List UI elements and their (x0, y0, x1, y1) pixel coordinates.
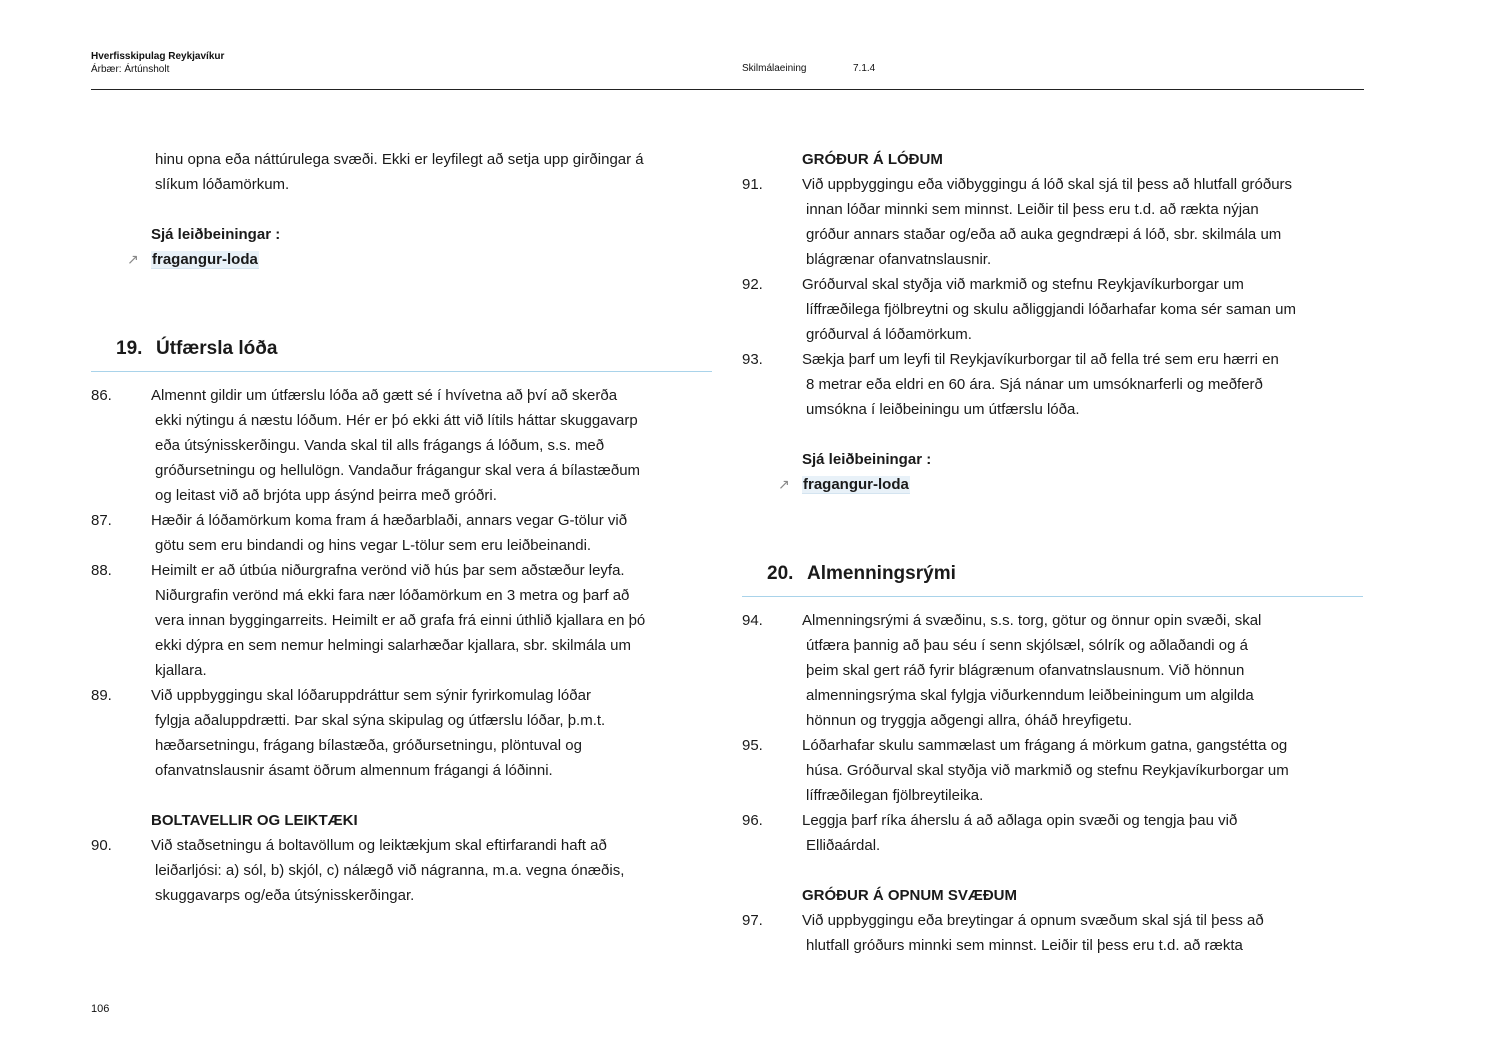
text-line: fylgja aðaluppdrætti. Þar skal sýna skipulag og útfærslu lóðar, þ.m.t. (155, 712, 606, 729)
paragraph-body (802, 347, 1363, 422)
text-line: almenningsrýma skal fylgja viðurkenndum leiðbeiningum um algilda (806, 687, 1254, 704)
guidance-link-row (87, 247, 712, 272)
section-title: Almenningsrými (807, 563, 956, 584)
text-line: útfæra þannig að þau séu í senn skjólsæl, sólrík og aðlaðandi og á (806, 637, 1248, 654)
text-line: Við uppbyggingu eða breytingar á opnum svæðum skal sjá til þess að (802, 912, 1264, 929)
paragraph-number: 90. (91, 837, 112, 854)
external-link-arrow-icon: ↗ (127, 251, 139, 267)
numbered-paragraph (738, 347, 1363, 422)
numbered-paragraph (738, 808, 1363, 858)
numbered-paragraph (738, 172, 1363, 272)
numbered-paragraphs (87, 383, 712, 783)
numbered-paragraph (738, 608, 1363, 733)
paragraph-number: 88. (91, 562, 112, 579)
paragraph-number: 87. (91, 512, 112, 529)
text-line: húsa. Gróðurval skal styðja við markmið og stefnu Reykjavíkurborgar um (806, 762, 1289, 779)
paragraph-body (802, 733, 1363, 808)
document-header (91, 50, 224, 76)
left-column (87, 147, 712, 908)
text-line: leiðarljósi: a) sól, b) skjól, c) nálægð við nágranna, m.a. vegna ónæðis, (155, 862, 625, 879)
text-line: kjallara. (155, 662, 207, 679)
text-line: líffræðilegan fjölbreytileika. (806, 787, 984, 804)
paragraph-body (151, 558, 712, 683)
text-line: ekki dýpra en sem nemur helmingi salarhæðar kjallara, sbr. skilmála um (155, 637, 632, 654)
subheading: GRÓÐUR Á OPNUM SVÆÐUM (802, 887, 1018, 904)
section-number: 20. (767, 563, 794, 584)
text-line: götu sem eru bindandi og hins vegar L-tölur sem eru leiðbeinandi. (155, 537, 592, 554)
text-line: blágrænar ofanvatnslausnir. (806, 251, 992, 268)
paragraph-number: 86. (91, 387, 112, 404)
paragraph-number: 94. (742, 612, 763, 629)
guidance-label: Sjá leiðbeiningar : (151, 226, 281, 243)
section-heading (738, 547, 1363, 597)
paragraph-body (802, 172, 1363, 272)
text-line: Leggja þarf ríka áherslu á að aðlaga opin svæði og tengja þau við (802, 812, 1238, 829)
numbered-paragraphs (738, 608, 1363, 858)
document-subtitle: Árbær: Ártúnsholt (91, 64, 170, 75)
text-line: slíkum lóðamörkum. (155, 176, 290, 193)
guidance-link-row (738, 472, 1363, 497)
paragraph-number: 97. (742, 912, 763, 929)
text-line: Almenningsrými á svæðinu, s.s. torg, götur og önnur opin svæði, skal (802, 612, 1262, 629)
paragraph-body (802, 908, 1363, 958)
external-link-arrow-icon: ↗ (778, 476, 790, 492)
text-line: hönnun og tryggja aðgengi allra, óháð hreyfigetu. (806, 712, 1133, 729)
guidance-label: Sjá leiðbeiningar : (802, 451, 932, 468)
text-line: vera innan byggingarreits. Heimilt er að grafa frá einni úthlið kjallara en þó (155, 612, 646, 629)
section-number: 19. (116, 338, 143, 359)
text-line: og leitast við að brjóta upp ásýnd þeirra með gróðri. (155, 487, 497, 504)
paragraph-number: 93. (742, 351, 763, 368)
numbered-paragraph (87, 508, 712, 558)
right-column (738, 147, 1363, 958)
text-line: gróðursetningu og hellulögn. Vandaður frágangur skal vera á bílastæðum (155, 462, 641, 479)
paragraph-number: 92. (742, 276, 763, 293)
text-line: ofanvatnslausnir ásamt öðrum almennum frágangi á lóðinni. (155, 762, 553, 779)
subheading: BOLTAVELLIR OG LEIKTÆKI (151, 812, 358, 829)
numbered-paragraphs (87, 833, 712, 908)
guidance-link[interactable]: fragangur-loda (152, 251, 258, 268)
text-line: eða útsýnisskerðingu. Vanda skal til alls frágangs á lóðum, s.s. með (155, 437, 605, 454)
section-heading (87, 322, 712, 372)
text-line: Við uppbyggingu eða viðbyggingu á lóð skal sjá til þess að hlutfall gróðurs (802, 176, 1293, 193)
text-line: ekki nýtingu á næstu lóðum. Hér er þó ekki átt við lítils háttar skuggavarp (155, 412, 638, 429)
text-line: skuggavarps og/eða útsýnisskerðingar. (155, 887, 415, 904)
page-number: 106 (91, 1003, 110, 1015)
paragraph-number: 91. (742, 176, 763, 193)
paragraph-number: 89. (91, 687, 112, 704)
subheading: GRÓÐUR Á LÓÐUM (802, 151, 943, 168)
paragraph-body (151, 383, 712, 508)
text-line: hinu opna eða náttúrulega svæði. Ekki er leyfilegt að setja upp girðingar á (155, 151, 644, 168)
header-divider (91, 89, 1364, 90)
text-line: þeim skal gert ráð fyrir blágrænum ofanvatnslausnum. Við hönnun (806, 662, 1245, 679)
text-line: gróðurval á lóðamörkum. (806, 326, 972, 343)
paragraph-body (151, 833, 712, 908)
text-line: Gróðurval skal styðja við markmið og stefnu Reykjavíkurborgar um (802, 276, 1244, 293)
paragraph-body (151, 508, 712, 558)
continued-paragraph (87, 147, 712, 197)
text-line: Við staðsetningu á boltavöllum og leiktækjum skal eftirfarandi haft að (151, 837, 607, 854)
numbered-paragraph (87, 558, 712, 683)
paragraph-body (802, 808, 1363, 858)
paragraph-body (151, 683, 712, 783)
text-line: hlutfall gróðurs minnki sem minnst. Leiðir til þess eru t.d. að rækta (806, 937, 1243, 954)
numbered-paragraph (87, 833, 712, 908)
numbered-paragraphs (738, 172, 1363, 422)
numbered-paragraph (738, 733, 1363, 808)
paragraph-number: 96. (742, 812, 763, 829)
text-line: Við uppbyggingu skal lóðaruppdráttur sem sýnir fyrirkomulag lóðar (151, 687, 591, 704)
text-line: Niðurgrafin verönd má ekki fara nær lóðamörkum en 3 metra og þarf að (155, 587, 630, 604)
text-line: innan lóðar minnki sem minnst. Leiðir til þess eru t.d. að rækta nýjan (806, 201, 1259, 218)
paragraph-body (802, 608, 1363, 733)
numbered-paragraph (738, 908, 1363, 958)
text-line: Sækja þarf um leyfi til Reykjavíkurborgar til að fella tré sem eru hærri en (802, 351, 1279, 368)
numbered-paragraph (87, 383, 712, 508)
text-line: Heimilt er að útbúa niðurgrafna verönd við hús þar sem aðstæður leyfa. (151, 562, 625, 579)
text-line: hæðarsetningu, frágang bílastæða, gróðursetningu, plöntuval og (155, 737, 582, 754)
section-divider (742, 596, 1363, 597)
paragraph-number: 95. (742, 737, 763, 754)
numbered-paragraph (738, 272, 1363, 347)
paragraph-body (802, 272, 1363, 347)
text-line: umsókna í leiðbeiningu um útfærslu lóða. (806, 401, 1080, 418)
text-line: Lóðarhafar skulu sammælast um frágang á mörkum gatna, gangstétta og (802, 737, 1288, 754)
text-line: líffræðilega fjölbreytni og skulu aðliggjandi lóðarhafar koma sér saman um (806, 301, 1296, 318)
header-section-number: 7.1.4 (853, 63, 876, 74)
guidance-link[interactable]: fragangur-loda (803, 476, 909, 493)
document-title: Hverfisskipulag Reykjavíkur (91, 51, 225, 62)
numbered-paragraphs (738, 908, 1363, 958)
header-section-label: Skilmálaeining (742, 63, 807, 74)
text-line: Almennt gildir um útfærslu lóða að gætt sé í hvívetna að því að skerða (151, 387, 618, 404)
text-line: Hæðir á lóðamörkum koma fram á hæðarblaði, annars vegar G-tölur við (151, 512, 628, 529)
text-line: 8 metrar eða eldri en 60 ára. Sjá nánar um umsóknarferli og meðferð (806, 376, 1263, 393)
section-divider (91, 371, 712, 372)
numbered-paragraph (87, 683, 712, 783)
text-line: gróður annars staðar og/eða að auka gegndræpi á lóð, sbr. skilmála um (806, 226, 1282, 243)
text-line: Elliðaárdal. (806, 837, 881, 854)
section-title: Útfærsla lóða (156, 338, 278, 359)
